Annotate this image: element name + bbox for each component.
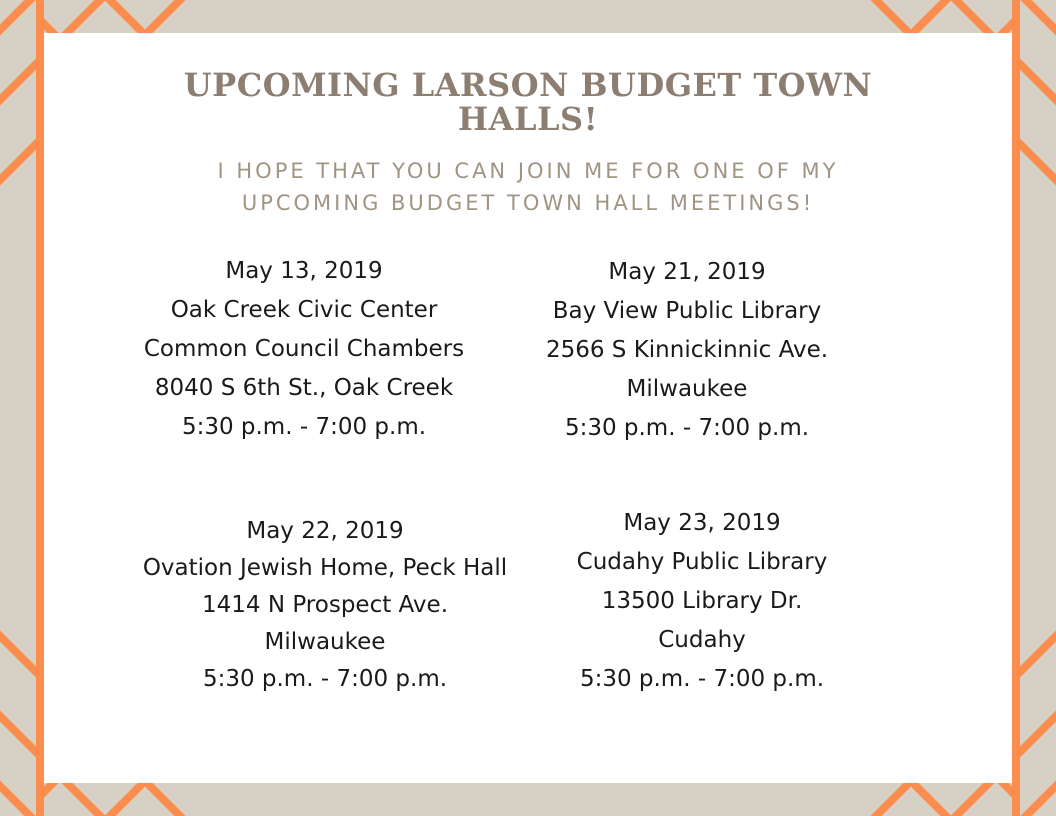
page-title xyxy=(0,68,1056,136)
event-may-21 xyxy=(500,253,874,448)
event-location: Cudahy Public Library xyxy=(576,549,828,575)
event-address: 2566 S Kinnickinnic Ave. xyxy=(545,337,829,363)
event-location: Oak Creek Civic Center xyxy=(170,297,438,323)
event-location: Bay View Public Library xyxy=(552,298,822,324)
event-time: 5:30 p.m. - 7:00 p.m. xyxy=(579,666,825,692)
event-address: 13500 Library Dr. xyxy=(601,588,803,614)
title-line: HALLS! xyxy=(457,100,599,138)
event-may-23 xyxy=(530,504,874,699)
event-date: May 22, 2019 xyxy=(246,518,404,544)
subtitle-line: UPCOMING BUDGET TOWN HALL MEETINGS! xyxy=(241,191,815,215)
event-time: 5:30 p.m. - 7:00 p.m. xyxy=(564,415,810,441)
event-city: Milwaukee xyxy=(264,629,386,655)
event-date: May 21, 2019 xyxy=(608,259,766,285)
subtitle-line: I HOPE THAT YOU CAN JOIN ME FOR ONE OF MY xyxy=(217,159,839,183)
event-address: 1414 N Prospect Ave. xyxy=(201,592,448,618)
event-date: May 23, 2019 xyxy=(623,510,781,536)
event-city: Cudahy xyxy=(658,627,746,653)
event-time: 5:30 p.m. - 7:00 p.m. xyxy=(202,666,448,692)
event-address: 8040 S 6th St., Oak Creek xyxy=(154,375,454,401)
event-may-13 xyxy=(114,252,494,447)
event-date: May 13, 2019 xyxy=(225,258,383,284)
event-room: Common Council Chambers xyxy=(143,336,465,362)
event-city: Milwaukee xyxy=(626,376,748,402)
event-may-22 xyxy=(110,513,540,698)
title-line: UPCOMING LARSON BUDGET TOWN xyxy=(183,66,873,104)
event-time: 5:30 p.m. - 7:00 p.m. xyxy=(181,414,427,440)
page-subtitle xyxy=(0,155,1056,219)
event-location: Ovation Jewish Home, Peck Hall xyxy=(142,555,508,581)
